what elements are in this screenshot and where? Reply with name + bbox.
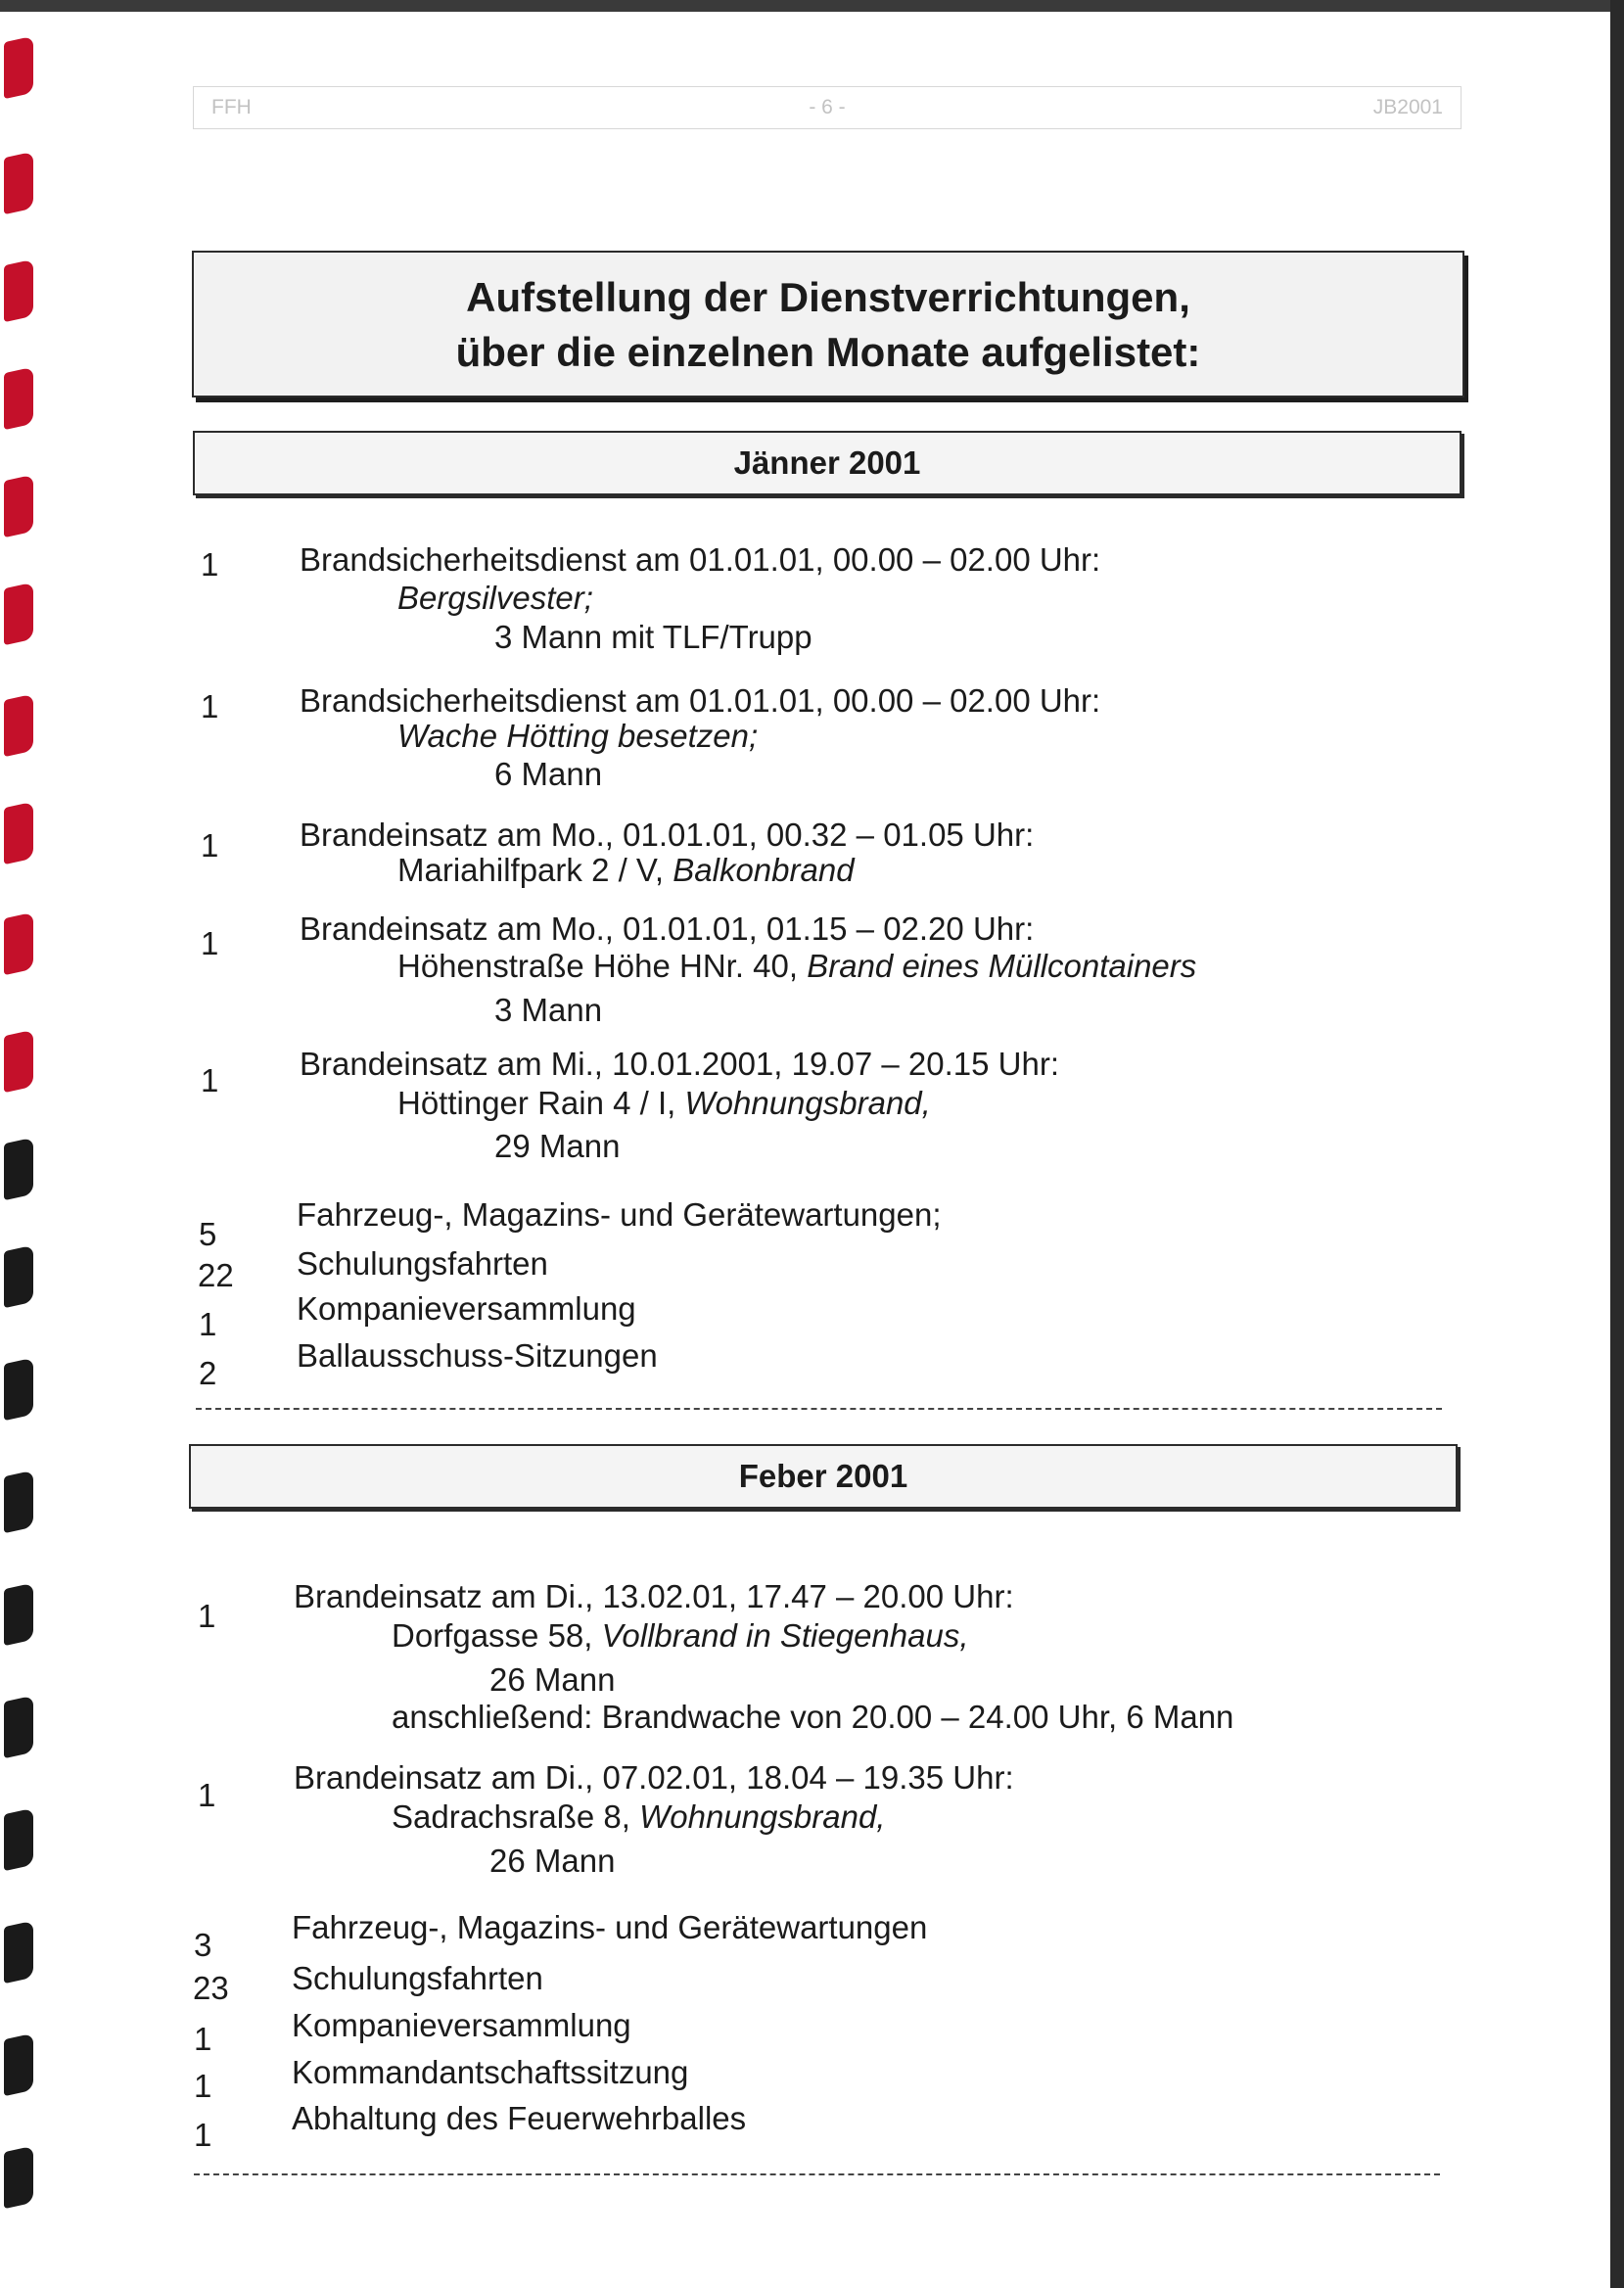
entry-location: Sadrachsraße 8, <box>392 1798 640 1835</box>
section-separator <box>194 2173 1440 2175</box>
entry-crew: 29 Mann <box>494 1128 621 1164</box>
header-left: FFH <box>211 96 252 118</box>
entry-location: Mariahilfpark 2 / V, <box>397 852 673 888</box>
binding-ring <box>4 802 33 864</box>
summary-label: Kompanieversammlung <box>292 2007 631 2043</box>
binding-ring <box>4 1471 33 1533</box>
entry-incident: Balkonbrand <box>673 852 855 888</box>
summary-label: Schulungsfahrten <box>297 1245 548 1282</box>
entry-title: Brandeinsatz am Mi., 10.01.2001, 19.07 – 20.15 Uhr: <box>300 1046 1059 1082</box>
entry-title: Brandsicherheitsdienst am 01.01.01, 00.00 – 02.00 Uhr: <box>300 682 1101 719</box>
entry-location: Höhenstraße Höhe HNr. 40, <box>397 948 808 984</box>
entry-title: Brandeinsatz am Di., 13.02.01, 17.47 – 20.00 Uhr: <box>294 1578 1014 1614</box>
binding-ring <box>4 259 33 322</box>
entry-detail: Wache Hötting besetzen; <box>397 718 759 754</box>
summary-count: 22 <box>198 1257 234 1293</box>
summary-count: 23 <box>193 1970 229 2006</box>
entry-incident: Brand eines Müllcontainers <box>807 948 1197 984</box>
entry-detail: Bergsilvester; <box>397 580 593 616</box>
header-right: JB2001 <box>1372 96 1443 118</box>
binding-ring <box>4 1583 33 1646</box>
month-heading-januar: Jänner 2001 <box>193 431 1462 495</box>
entry-detail <box>397 948 1196 985</box>
entry-count: 1 <box>201 688 219 724</box>
entry-detail <box>392 1798 885 1836</box>
page-title-line-1: Aufstellung der Dienstverrichtungen, <box>466 274 1190 320</box>
binding-ring <box>4 1808 33 1871</box>
binding-ring <box>4 1138 33 1200</box>
binding-ring <box>4 583 33 645</box>
entry-crew: 3 Mann <box>494 992 603 1028</box>
entry-title: Brandeinsatz am Mo., 01.01.01, 01.15 – 02.20 Uhr: <box>300 911 1035 947</box>
binding-ring <box>4 152 33 214</box>
entry-count: 1 <box>201 827 219 864</box>
summary-count: 2 <box>199 1355 217 1391</box>
entry-followup: anschließend: Brandwache von 20.00 – 24.00 Uhr, 6 Mann <box>392 1699 1234 1735</box>
section-separator <box>196 1408 1442 1410</box>
summary-count: 3 <box>194 1927 212 1963</box>
binding-ring <box>4 912 33 975</box>
entry-incident: Vollbrand in Stiegenhaus, <box>601 1617 969 1654</box>
binding-ring <box>4 367 33 430</box>
entry-location: Dorfgasse 58, <box>392 1617 602 1654</box>
binding-ring <box>4 2146 33 2209</box>
entry-title: Brandsicherheitsdienst am 01.01.01, 00.00 – 02.00 Uhr: <box>300 541 1101 578</box>
entry-count: 1 <box>198 1777 216 1813</box>
binding-ring <box>4 36 33 99</box>
binding-ring <box>4 1696 33 1758</box>
binding-ring <box>4 475 33 537</box>
summary-label: Kompanieversammlung <box>297 1290 636 1327</box>
summary-label: Ballausschuss-Sitzungen <box>297 1337 658 1374</box>
entry-crew: 6 Mann <box>494 756 603 792</box>
summary-count: 1 <box>194 2117 212 2153</box>
page-title-box <box>192 251 1464 397</box>
entry-count: 1 <box>201 546 219 583</box>
entry-count: 1 <box>198 1598 216 1634</box>
entry-count: 1 <box>201 925 219 961</box>
entry-title: Brandeinsatz am Di., 07.02.01, 18.04 – 19.35 Uhr: <box>294 1759 1014 1796</box>
entry-title: Brandeinsatz am Mo., 01.01.01, 00.32 – 01.05 Uhr: <box>300 817 1035 853</box>
running-header <box>193 86 1462 129</box>
entry-incident: Wohnungsbrand, <box>684 1085 931 1121</box>
summary-label: Fahrzeug-, Magazins- und Gerätewartungen; <box>297 1196 942 1233</box>
page-number: - 6 - <box>809 96 846 118</box>
binding-ring <box>4 1030 33 1093</box>
entry-incident: Wohnungsbrand, <box>639 1798 886 1835</box>
entry-location: Höttinger Rain 4 / I, <box>397 1085 685 1121</box>
entry-crew: 26 Mann <box>489 1661 616 1698</box>
summary-count: 1 <box>194 2068 212 2104</box>
month-heading-feber: Feber 2001 <box>189 1444 1458 1509</box>
binding-ring <box>4 694 33 757</box>
summary-count: 1 <box>194 2021 212 2057</box>
entry-crew: 26 Mann <box>489 1843 616 1879</box>
summary-label: Fahrzeug-, Magazins- und Gerätewartungen <box>292 1909 928 1945</box>
summary-label: Schulungsfahrten <box>292 1960 543 1996</box>
entry-detail <box>397 852 855 889</box>
scan-top-edge <box>0 0 1624 12</box>
entry-count: 1 <box>201 1062 219 1098</box>
scan-right-edge <box>1610 0 1624 2288</box>
entry-detail <box>392 1617 969 1655</box>
entry-detail <box>397 1085 931 1122</box>
summary-count: 5 <box>199 1216 217 1252</box>
binding-ring <box>4 1921 33 1984</box>
binding-ring <box>4 1358 33 1421</box>
binding-ring <box>4 1245 33 1308</box>
summary-label: Kommandantschaftssitzung <box>292 2054 689 2090</box>
entry-crew: 3 Mann mit TLF/Trupp <box>494 619 812 655</box>
summary-label: Abhaltung des Feuerwehrballes <box>292 2100 747 2136</box>
binding-ring <box>4 2033 33 2096</box>
summary-count: 1 <box>199 1306 217 1342</box>
page-title-line-2: über die einzelnen Monate aufgelistet: <box>455 329 1201 375</box>
spiral-binding <box>0 0 39 2288</box>
